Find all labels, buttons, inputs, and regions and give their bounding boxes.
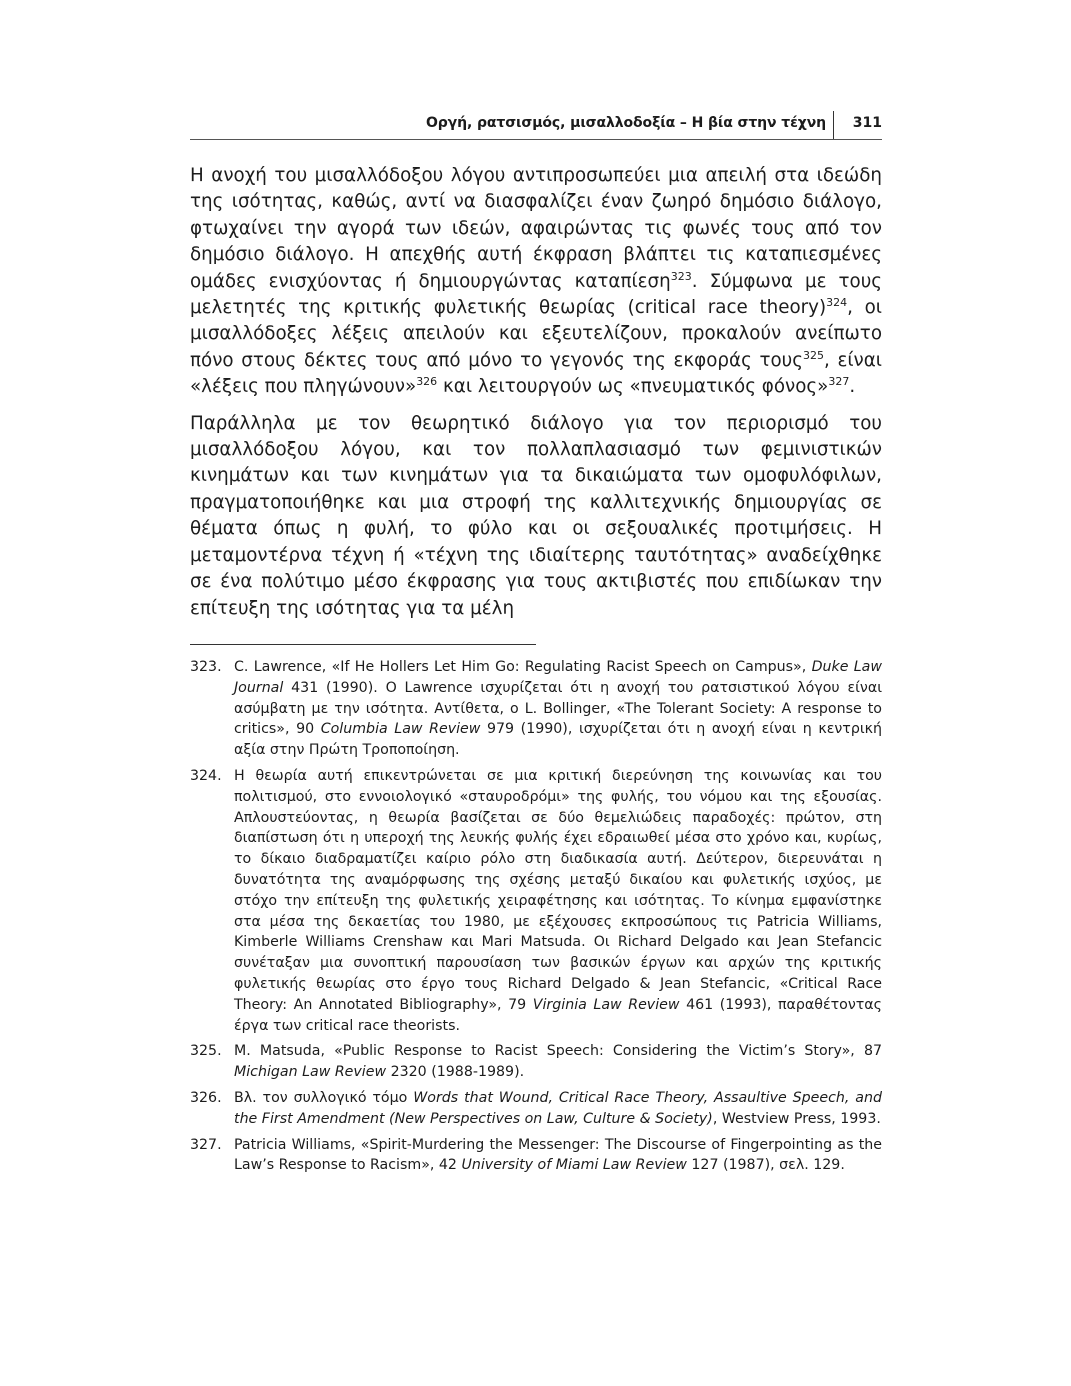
page-number: 311 <box>852 115 882 131</box>
footnote-number: 324. <box>190 767 222 784</box>
footnote-ref-327[interactable]: 327 <box>828 375 850 389</box>
footnote-rule <box>190 644 536 645</box>
footnote-327: 327. Patricia Williams, «Spirit-Murdering the Messenger: The Discourse of Fingerpointing as the Law’s Response to Racism», 42 University of Miami Law Review 127 (1987), σελ. 129. <box>190 1136 882 1174</box>
footnote-number: 323. <box>190 659 222 675</box>
footnote-324: 324. Η θεωρία αυτή επικεντρώνεται σε μια κριτική διερεύνηση της κοινωνίας και του πολιτισμού, στο εννοιολογικό «σταυροδρόμι» της φυλής, του νόμου και της εξουσίας. Απλουστεύοντας, η θεωρία βασίζεται σε δύο θεμελιώδεις παραδοχές: πρώτον, στη διαπίστωση ότι η υπεροχή της λευκής φυλής έχει εδραιωθεί μέσα στο χρόνο και, κυρίως, το δίκαιο διαδραματίζει καίριο ρόλο στη διαδικασία αυτή. Δεύτερον, διερευνάται η δυνατότητα της αναμόρφωσης της σχέσης μεταξύ δικαίου και φυλετικής ισχύος, με στόχο την επίτευξη της φυλετικής χειραφέτησης και ισότητας. Το κίνημα εμφανίστηκε στα μέσα της δεκαετίας του 1980, με εξέχουσες εκπροσώπους τις Patricia Williams, Kimberle Williams Crenshaw και Mari Matsuda. Οι Richard Delgado και Jean Stefancic συνέταξαν μια συνοπτική παρουσίαση των βασικών έργων και αρχών της κριτικής φυλετικής θεωρίας στο έργο τους Richard Delgado & Jean Stefancic, «Critical Race Theory: An Annotated Bibliography», 79 Virginia Law Review 461 (1993), παραθέτοντας έργα των critical race theorists. <box>190 767 882 1034</box>
footnote-326: 326. Βλ. τον συλλογικό τόμο Words that Wound, Critical Race Theory, Assaultive Speech, and the First Amendment (New Perspectives on Law, Culture & Society), Westview Press, 1993. <box>190 1089 882 1127</box>
footnote-325: 325. M. Matsuda, «Public Response to Racist Speech: Considering the Victim’s Story», 87 Michigan Law Review 2320 (1988-1989). <box>190 1043 882 1081</box>
running-header <box>190 113 882 140</box>
footnote-ref-323[interactable]: 323 <box>670 269 692 283</box>
footnote-ref-324[interactable]: 324 <box>826 296 848 310</box>
footnote-ref-325[interactable]: 325 <box>802 348 824 362</box>
main-text <box>190 163 882 622</box>
header-separator <box>833 111 834 139</box>
footnote-number: 327. <box>190 1136 222 1153</box>
footnotes <box>190 657 882 1181</box>
footnote-number: 326. <box>190 1089 222 1106</box>
footnote-323: 323. C. Lawrence, «If He Hollers Let Him Go: Regulating Racist Speech on Campus», Duke Law Journal 431 (1990). Ο Lawrence ισχυρίζεται ότι η ανοχή του ρατσιστικού λόγου είναι ασύμβατη με την ισότητα. Αντίθετα, ο L. Bollinger, «The Tolerant Society: A response to critics», 90 Columbia Law Review 979 (1990), ισχυρίζεται ότι η ανοχή είναι η κεντρική αξία στην Πρώτη Τροποποίηση. <box>190 659 882 759</box>
paragraph-1: Η ανοχή του μισαλλόδοξου λόγου αντιπροσωπεύει μια απειλή στα ιδεώδη της ισότητας, καθώς, αντί να διασφαλίζει έναν ζωηρό δημόσιο διάλογο, φτωχαίνει την αγορά των ιδεών, αφαιρώντας τις φωνές τους από τον δημόσιο διάλογο. Η απεχθής αυτή έκφραση βλάπτει τις καταπιεσμένες ομάδες ενισχύοντας ή δημιουργώντας καταπίεση$^{323}$. Σύμφωνα με τους μελετητές της κριτικής φυλετικής θεωρίας (critical race theory)$^{324}$, οι μισαλλόδοξες λέξεις απειλούν και εξευτελίζουν, προκαλούν ανείπωτο πόνο στους δέκτες τους από μόνο το γεγονός της εκφοράς τους$^{325}$, είναι «λέξεις που πληγώνουν»$^{326}$ και λειτουργούν ως «πνευματικός φόνος»$^{327}$. <box>190 165 883 398</box>
paragraph-2: Παράλληλα με τον θεωρητικό διάλογο για τον περιορισμό του μισαλλόδοξου λόγου, και τον πολλαπλασιασμό των φεμινιστικών κινημάτων και των κινημάτων για τα δικαιώματα των ομοφυλόφιλων, πραγματοποιήθηκε και μια στροφή της καλλιτεχνικής δημιουργίας σε θέματα όπως η φυλή, το φύλο και οι σεξουαλικές προτιμήσεις. Η μεταμοντέρνα τέχνη ή «τέχνη της ιδιαίτερης ταυτότητας» αναδείχθηκε σε ένα πολύτιμο μέσο έκφρασης για τους ακτιβιστές που επιδίωκαν την επίτευξη της ισότητας για τα μέλη <box>190 412 882 619</box>
footnote-ref-326[interactable]: 326 <box>416 375 438 389</box>
running-title: Οργή, ρατσισμός, μισαλλοδοξία – Η βία στην τέχνη <box>425 115 826 131</box>
footnote-number: 325. <box>190 1043 222 1060</box>
